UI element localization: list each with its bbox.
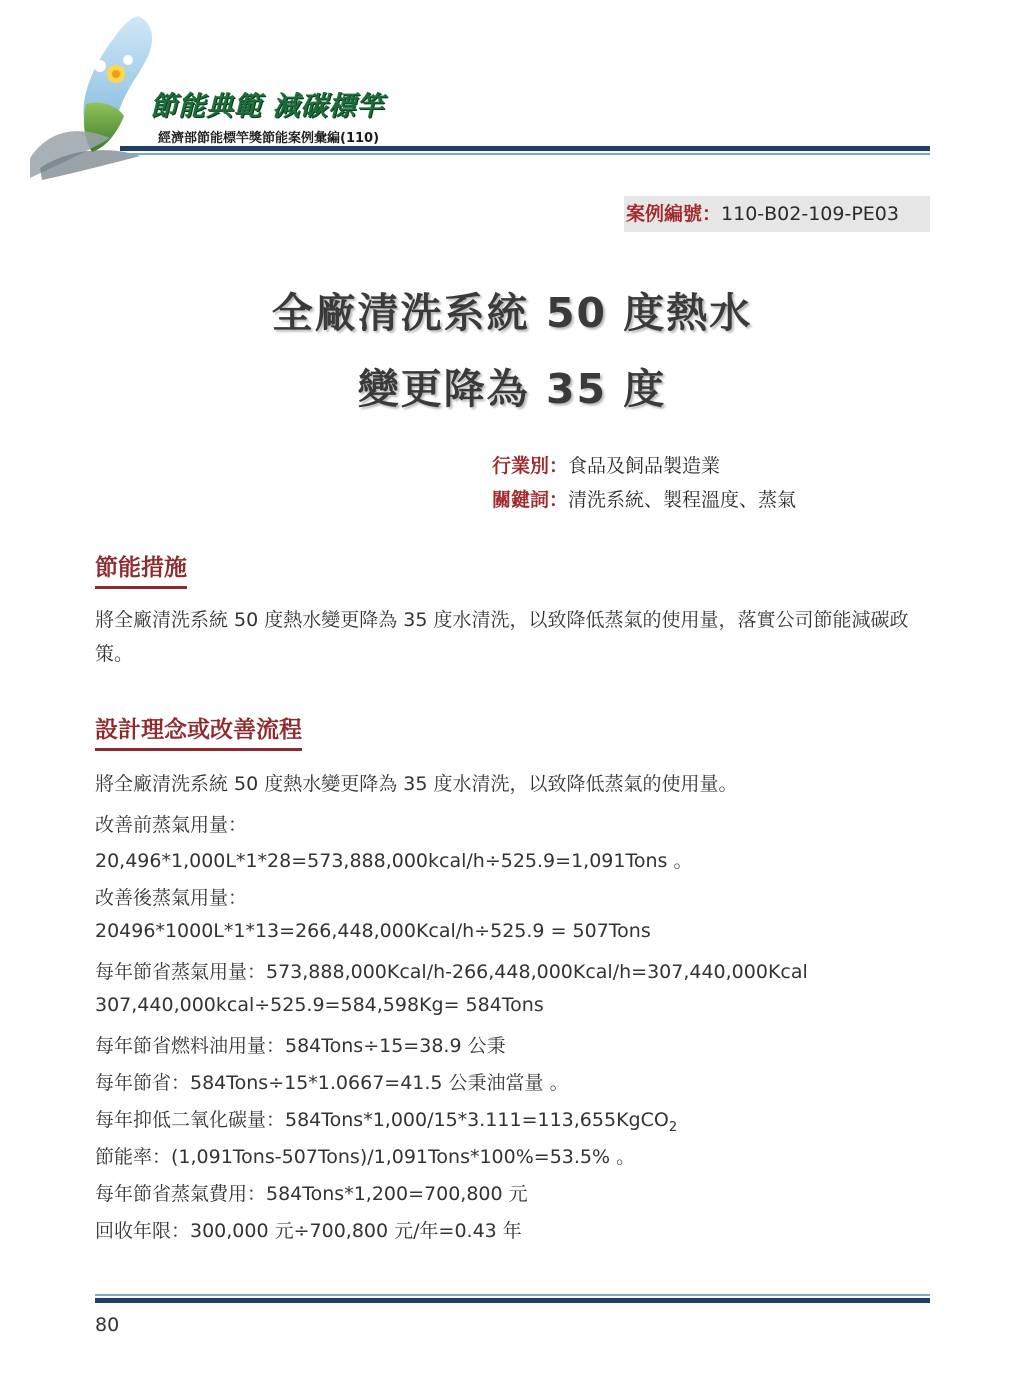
- industry-row: [492, 451, 720, 478]
- section-heading-measures: 節能措施: [95, 549, 187, 589]
- brand-subtitle: 經濟部節能標竿獎節能案例彙編(110): [158, 131, 380, 146]
- case-number-value: 110-B02-109-PE03: [721, 203, 899, 225]
- taiwan-island-logo-icon: [20, 8, 170, 183]
- section-heading-design: 設計理念或改善流程: [95, 711, 302, 751]
- co2-subscript: 2: [668, 1119, 678, 1135]
- footer-divider: [95, 1298, 930, 1303]
- page-title-line1: 全廠清洗系統 50 度熱水: [271, 289, 753, 337]
- header-divider-thin: [120, 153, 930, 155]
- calc-line-co2-text: 每年抑低二氧化碳量：584Tons*1,000/15*3.111=113,655KgCO: [95, 1109, 669, 1131]
- calc-line: 20,496*1,000L*1*28=573,888,000kcal/h÷525.9=1,091Tons 。: [95, 850, 693, 872]
- keywords-label: 關鍵詞：: [492, 489, 569, 511]
- footer-divider-thin: [95, 1294, 930, 1296]
- case-number-label: 案例編號：: [626, 203, 722, 225]
- calc-line: 每年節省：584Tons÷15*1.0667=41.5 公秉油當量 。: [95, 1072, 569, 1094]
- calc-line: 回收年限：300,000 元÷700,800 元/年=0.43 年: [95, 1220, 522, 1242]
- section-body-measures: 將全廠清洗系統 50 度熱水變更降為 35 度水清洗，以致降低蒸氣的使用量，落實公司節能減碳政策。: [95, 609, 909, 665]
- calc-line: 改善前蒸氣用量：: [95, 814, 248, 836]
- page-header: [0, 0, 1024, 190]
- page-title-line2: 變更降為 35 度: [357, 365, 667, 413]
- page-number: 80: [95, 1314, 120, 1336]
- calc-line: 將全廠清洗系統 50 度熱水變更降為 35 度水清洗，以致降低蒸氣的使用量。: [95, 773, 738, 795]
- calc-line-co2: [95, 1105, 677, 1135]
- calc-line: 每年節省蒸氣費用：584Tons*1,200=700,800 元: [95, 1183, 528, 1205]
- keywords-value: 清洗系統、製程溫度、蒸氣: [568, 489, 797, 511]
- keywords-row: [492, 485, 796, 512]
- industry-value: 食品及飼品製造業: [568, 455, 721, 477]
- brand-title: 節能典範 減碳標竿: [150, 91, 385, 122]
- calc-line: 307,440,000kcal÷525.9=584,598Kg= 584Tons: [95, 994, 544, 1016]
- header-divider: [120, 146, 930, 151]
- calc-line: 每年節省燃料油用量：584Tons÷15=38.9 公秉: [95, 1035, 506, 1057]
- calc-line: 節能率：(1,091Tons-507Tons)/1,091Tons*100%=53.5% 。: [95, 1146, 636, 1168]
- industry-label: 行業別：: [492, 455, 569, 477]
- calc-line: 改善後蒸氣用量：: [95, 887, 248, 909]
- calc-line: 每年節省蒸氣用量：573,888,000Kcal/h-266,448,000Kcal/h=307,440,000Kcal: [95, 961, 808, 983]
- case-number-box: [624, 196, 930, 232]
- calc-line: 20496*1000L*1*13=266,448,000Kcal/h÷525.9 = 507Tons: [95, 920, 651, 942]
